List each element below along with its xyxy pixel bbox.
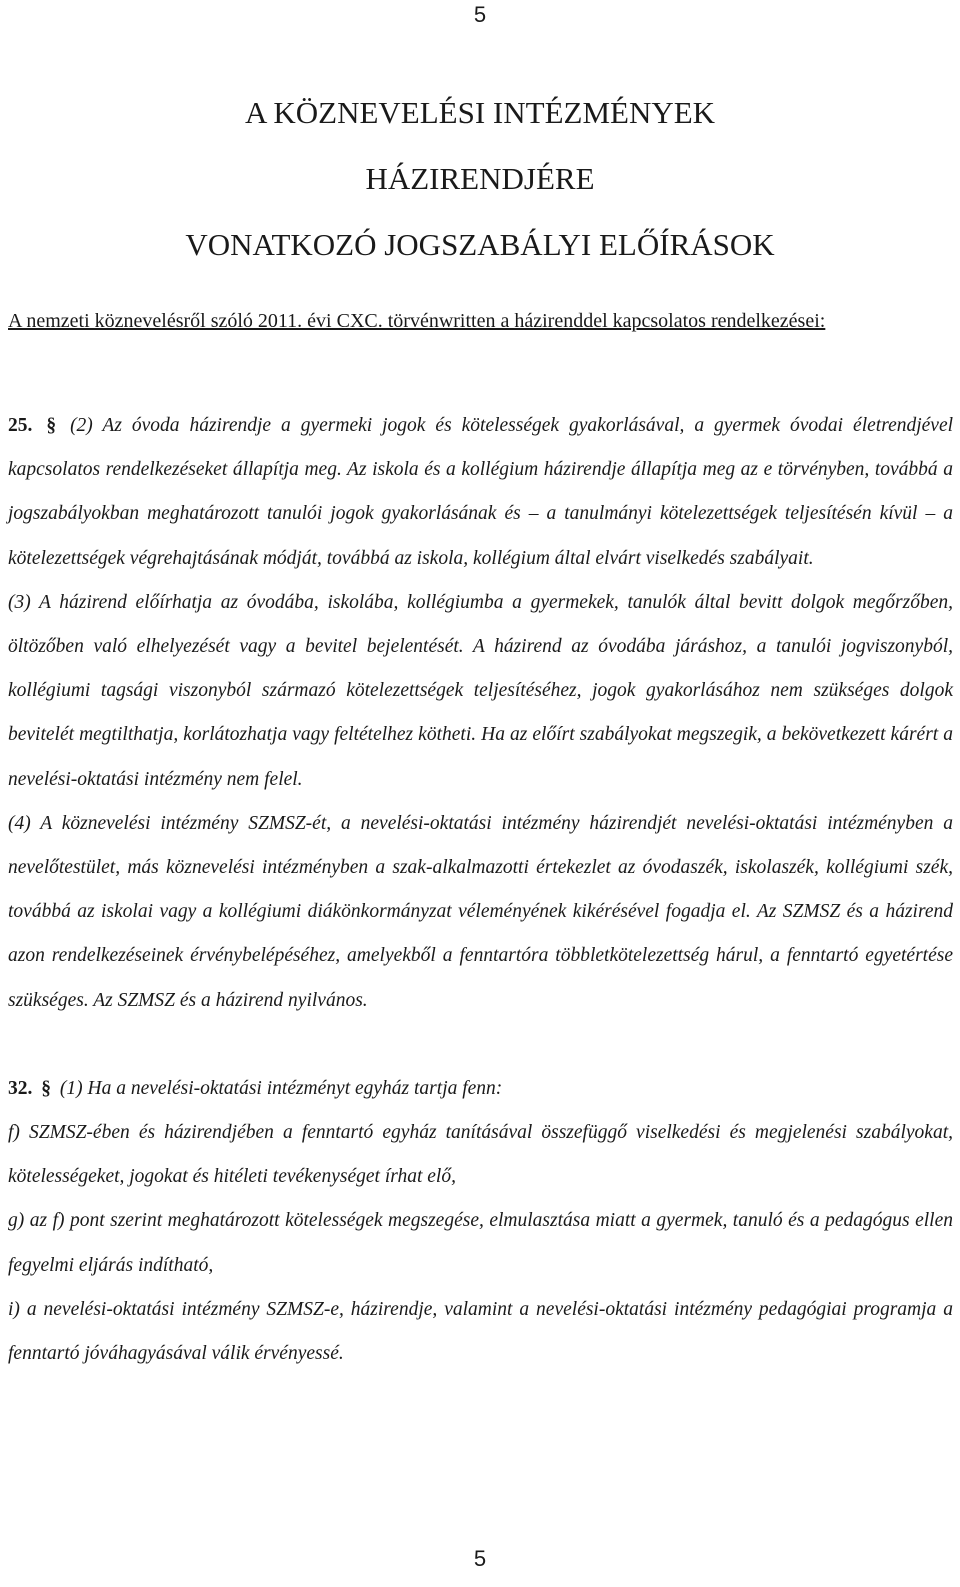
section-25-number: 25. [8, 415, 33, 436]
page-number-bottom: 5 [473, 1546, 487, 1571]
title-line-1: A KÖZNEVELÉSI INTÉZMÉNYEK [244, 95, 716, 130]
document-body [8, 404, 953, 1376]
section-32-point-g: g) az f) pont szerint meghatározott kötelességek megszegése, elmulasztása miatt a gyermek, tanuló és a pedagógus ellen fegyelmi eljárás indítható, [8, 1210, 953, 1276]
section-mark: § [46, 415, 57, 436]
section-32-number: 32. [8, 1077, 33, 1099]
page-number-top: 5 [473, 2, 487, 27]
title-line-2: HÁZIRENDJÉRE [365, 161, 595, 196]
section-32-point-f: f) SZMSZ-ében és házirendjében a fenntartó egyház tanításával összefüggő viselkedési és megjelenési szabályokat, kötelességeket, jogokat és hitéleti tevékenységet írhat elő, [8, 1122, 953, 1188]
page-title [0, 80, 960, 278]
section-25-paragraph-2 [8, 404, 953, 581]
section-32-p1-text: (1) Ha a nevelési-oktatási intézményt egyház tartja fenn: [59, 1077, 503, 1099]
title-line-3: VONATKOZÓ JOGSZABÁLYI ELŐÍRÁSOK [185, 227, 775, 262]
section-32-point-i: i) a nevelési-oktatási intézmény SZMSZ-e, házirendje, valamint a nevelési-oktatási intézmény pedagógiai programja a fenntartó jóváhagyásával válik érvényessé. [8, 1298, 953, 1365]
section-25-paragraph-3: (3) A házirend előírhatja az óvodába, iskolába, kollégiumba a gyermekek, tanulók által bevitt dolgok megőrzőben, öltözőben való elhelyezését vagy a bevitel bejelentését. A házirend az óvodába járáshoz, a tanulói jogviszonyból, kollégiumi tagsági viszonyból származó kötelezettségek teljesítéséhez, jogok gyakorlásához nem szükséges dolgok bevitelét megtilthatja, korlátozhatja vagy feltételhez kötheti. Ha az előírt szabályokat megszegik, a bekövetkezett kárért a nevelési-oktatási intézmény nem felel. [8, 591, 953, 790]
section-32-paragraph-1 [8, 1067, 953, 1111]
section-25-p2-text: (2) Az óvoda házirendje a gyermeki jogok és kötelességek gyakorlásával, a gyermek óvodai életrendjével kapcsolatos rendelkezéseket állapítja meg. Az iskola és a kollégium házirendje állapítja meg az e törvényben, továbbá a jogszabályokban meghatározott tanulói jogok gyakorlásának és – a tanulmányi kötelezettségek teljesítésén kívül – a kötelezettségek végrehajtásának módját, továbbá az iskola, kollégium által elvárt viselkedés szabályait. [8, 415, 954, 569]
law-heading: A nemzeti köznevelésről szóló 2011. évi CXC. törvénwritten a házirenddel kapcsolatos rendelkezései: [8, 310, 826, 332]
section-25-paragraph-4: (4) A köznevelési intézmény SZMSZ-ét, a nevelési-oktatási intézmény házirendjét nevelési-oktatási intézményben a nevelőtestület, más köznevelési intézményben a szak-alkalmazotti értekezlet az óvodaszék, iskolaszék, kollégiumi szék, továbbá az iskolai vagy a kollégiumi diákönkormányzat véleményének kikérésével fogadja el. Az SZMSZ és a házirend azon rendelkezéseinek érvénybelépéséhez, amelyekből a fenntartóra többletkötelezettség hárul, a fenntartó egyetértése szükséges. Az SZMSZ és a házirend nyilvános. [8, 812, 953, 1011]
section-mark: § [41, 1077, 51, 1099]
